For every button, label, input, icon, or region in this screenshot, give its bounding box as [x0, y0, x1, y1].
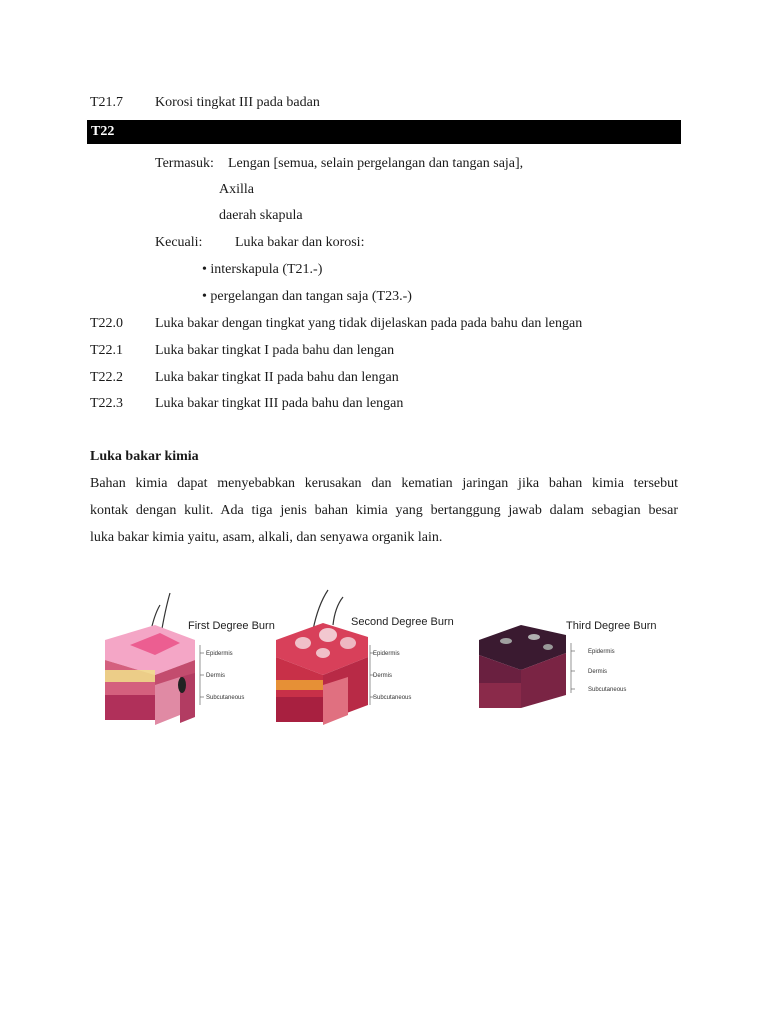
desc-t22-2: Luka bakar tingkat II pada bahu dan lengan: [155, 370, 399, 385]
third-degree-layer-dermis: Dermis: [588, 669, 607, 675]
excludes-line-1: Luka bakar dan korosi:: [235, 235, 365, 250]
third-degree-layer-epidermis: Epidermis: [588, 649, 615, 655]
second-degree-layer-epidermis: Epidermis: [373, 651, 400, 657]
third-degree-layer-subcutaneous: Subcutaneous: [588, 687, 627, 693]
paragraph-line-3: luka bakar kimia yaitu, asam, alkali, dan senyawa organik lain.: [90, 530, 443, 545]
desc-t22-3: Luka bakar tingkat III pada bahu dan lengan: [155, 396, 404, 411]
paragraph-line-1: Bahan kimia dapat menyebabkan kerusakan dan kematian jaringan jika bahan kimia tersebut: [90, 476, 678, 491]
section-header-bar: [87, 120, 681, 144]
includes-line-2: Axilla: [219, 182, 254, 197]
excludes-bullet-2: • pergelangan dan tangan saja (T23.-): [202, 289, 412, 304]
figure-third-degree-burn: [476, 585, 656, 730]
first-degree-layer-dermis: Dermis: [206, 673, 225, 679]
code-t21-7: T21.7: [90, 95, 124, 110]
code-t22-1: T22.1: [90, 343, 124, 358]
desc-t22-1: Luka bakar tingkat I pada bahu dan lengan: [155, 343, 395, 358]
code-t22-0: T22.0: [90, 316, 124, 331]
section-paragraph: [90, 470, 678, 551]
code-t22-2: T22.2: [90, 370, 124, 385]
second-degree-layer-subcutaneous: Subcutaneous: [373, 695, 412, 701]
figure-first-degree-burn: [100, 585, 275, 730]
second-degree-title: Second Degree Burn: [351, 616, 454, 628]
code-t22-3: T22.3: [90, 396, 124, 411]
includes-line-3: daerah skapula: [219, 208, 303, 223]
includes-line-1: Lengan [semua, selain pergelangan dan tangan saja],: [228, 156, 524, 171]
desc-t22-0: Luka bakar dengan tingkat yang tidak dijelaskan pada pada bahu dan lengan: [155, 316, 583, 331]
section-header-label: T22: [91, 124, 115, 139]
includes-label: Termasuk:: [155, 156, 214, 171]
third-degree-burn-illustration: [476, 585, 656, 730]
excludes-label: Kecuali:: [155, 235, 203, 250]
paragraph-line-2: kontak dengan kulit. Ada tiga jenis bahan kimia yang bertanggung jawab dalam sebagian besar: [90, 503, 678, 518]
first-degree-layer-epidermis: Epidermis: [206, 651, 233, 657]
section-heading: Luka bakar kimia: [90, 449, 199, 464]
desc-t21-7: Korosi tingkat III pada badan: [155, 95, 320, 110]
figure-second-degree-burn: [273, 585, 454, 730]
excludes-bullet-1: • interskapula (T21.-): [202, 262, 323, 277]
second-degree-layer-dermis: Dermis: [373, 673, 392, 679]
first-degree-burn-illustration: [100, 585, 275, 730]
first-degree-title: First Degree Burn: [188, 620, 275, 632]
first-degree-layer-subcutaneous: Subcutaneous: [206, 695, 245, 701]
second-degree-burn-illustration: [273, 585, 454, 730]
third-degree-title: Third Degree Burn: [566, 620, 657, 632]
